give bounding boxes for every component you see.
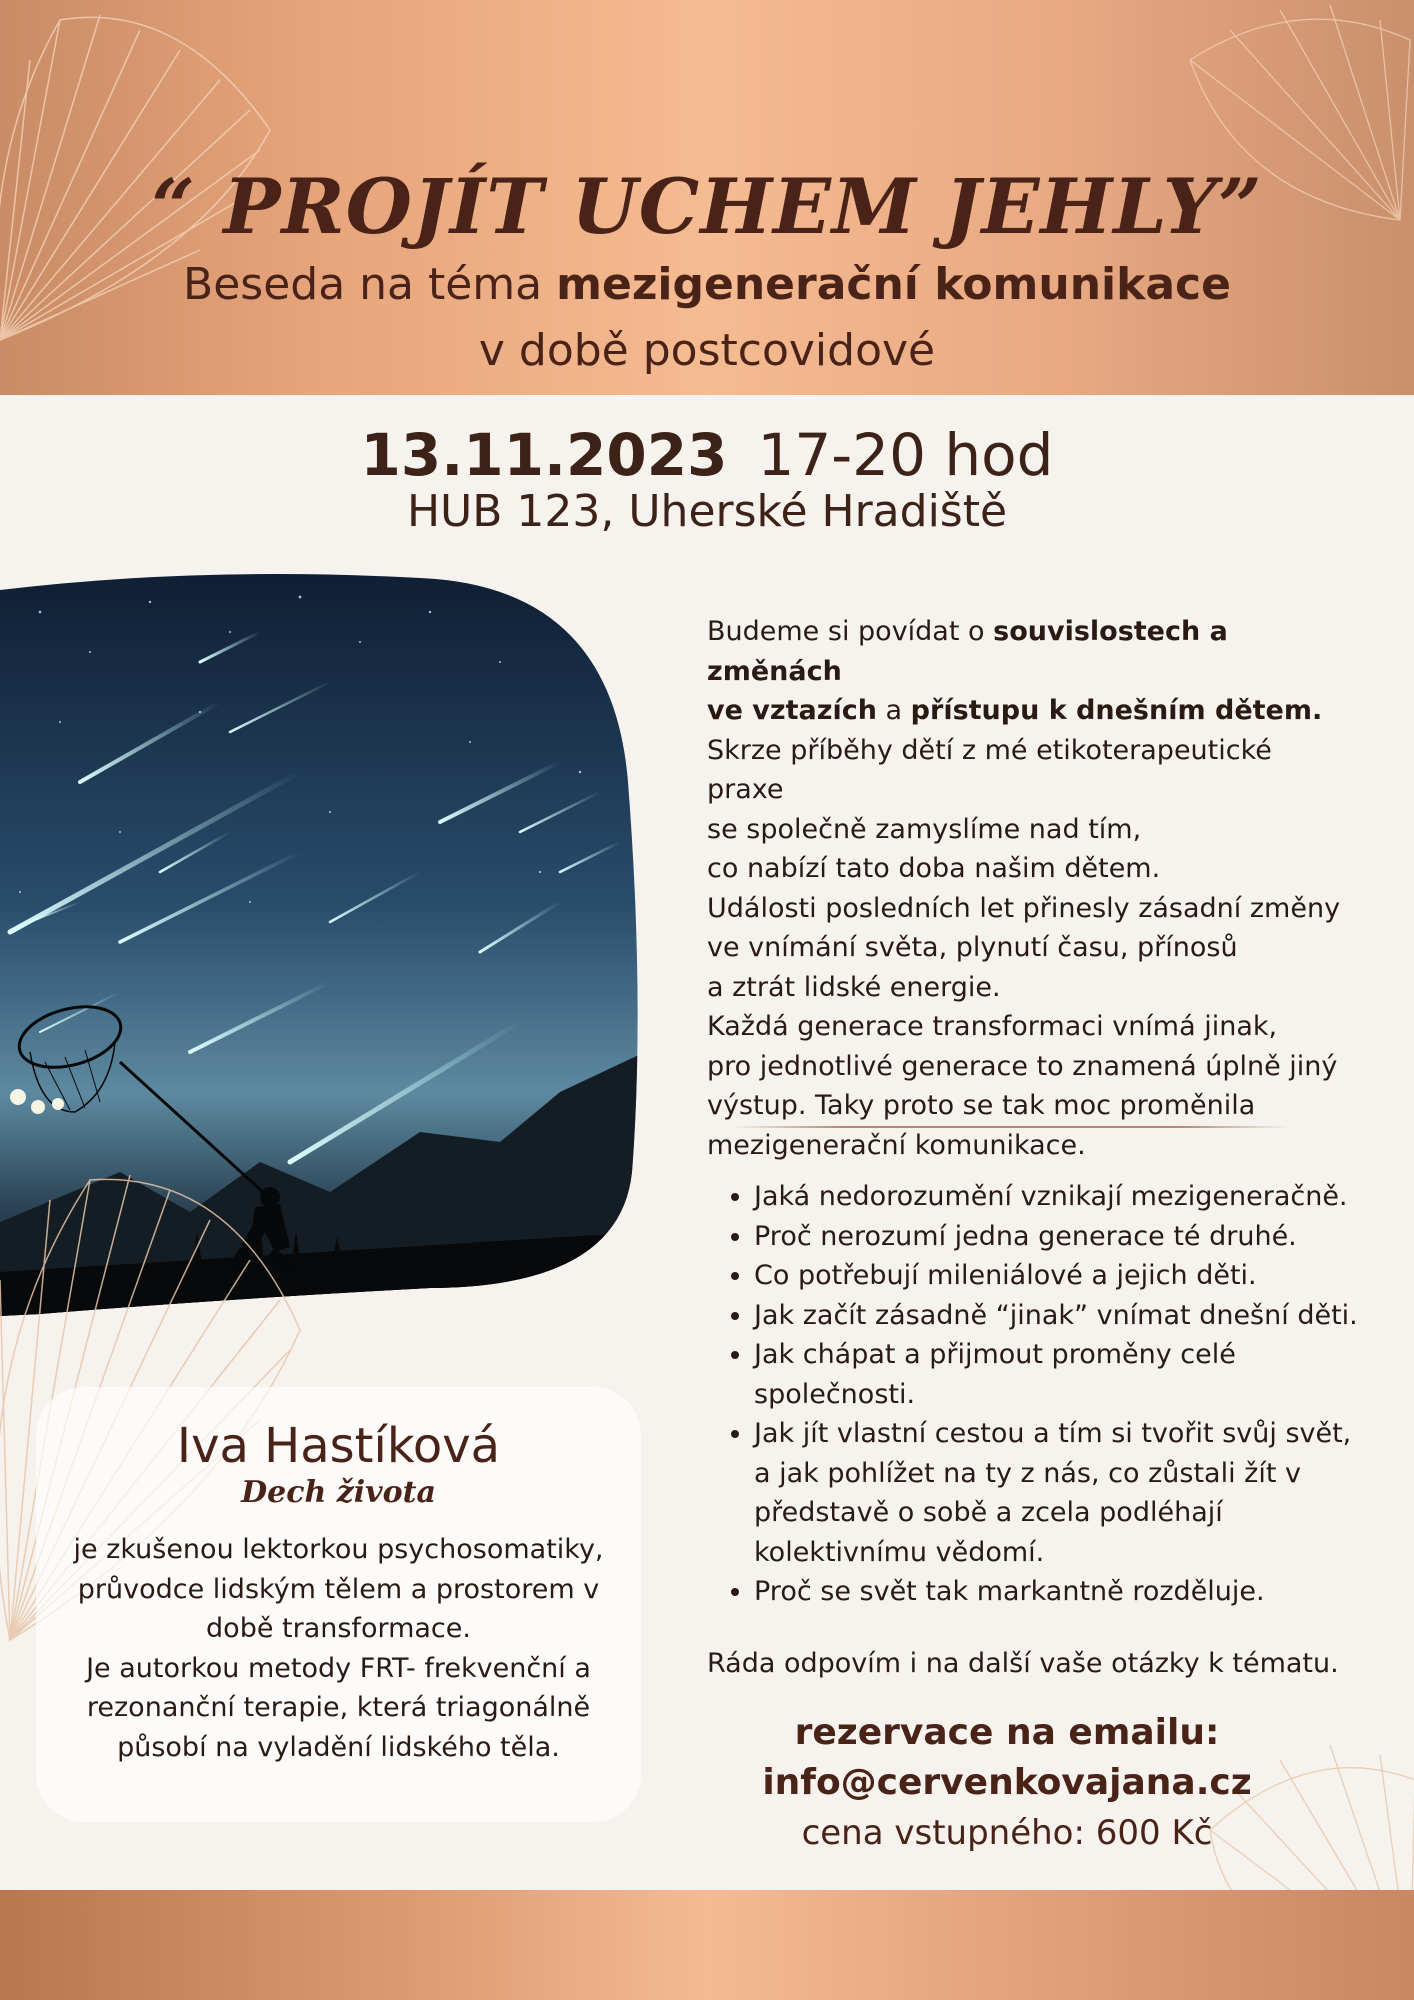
intro-line: výstup. Taky proto se tak moc proměnila [707, 1090, 1256, 1121]
list-item: • Proč nerozumí jedna generace té druhé. [754, 1217, 1394, 1257]
intro-line: Události posledních let přinesly zásadní změny [707, 892, 1341, 924]
intro-line: mezigenerační komunikace. [707, 1129, 1086, 1161]
list-item: • Jak jít vlastní cestou a tím si tvořit svůj svět, a jak pohlížet na ty z nás, co zůstali žít v představě o sobě a zcela podléhají kolektivnímu vědomí. [754, 1414, 1394, 1572]
section-divider [730, 1126, 1290, 1128]
intro-emphasis: přístupu k dnešním dětem. [910, 695, 1323, 726]
event-venue: HUB 123, Uherské Hradiště [406, 486, 1008, 537]
intro-line: co nabízí tato doba našim dětem. [707, 853, 1161, 884]
list-item: • Jaká nedorozumění vznikají mezigeneračně. [754, 1177, 1394, 1217]
intro-line: Skrze příběhy dětí z mé etikoterapeutické praxe [707, 734, 1272, 805]
subtitle-topic: mezigenerační komunikace [556, 259, 1231, 310]
intro-line: Každá generace transformaci vnímá jinak, [707, 1011, 1278, 1042]
speaker-name: Iva Hastíková [176, 1418, 501, 1474]
event-datetime [0, 420, 1414, 490]
intro-text [707, 612, 1357, 1165]
event-title: “ PROJÍT UCHEM JEHLY” [151, 162, 1263, 251]
meteor-night-photo [0, 572, 645, 1317]
closing-note: Ráda odpovím i na další vaše otázky k tématu. [707, 1648, 1339, 1679]
reservation-block [707, 1708, 1307, 1858]
intro-line [707, 612, 1357, 691]
speaker-bio [56, 1530, 621, 1767]
list-item: • Jak začít zásadně “jinak” vnímat dnešní děti. [754, 1296, 1394, 1336]
subtitle-line2: v době postcovidové [478, 325, 936, 376]
list-item: • Proč se svět tak markantně rozděluje. [754, 1572, 1394, 1612]
entry-price: cena vstupného: 600 Kč [801, 1813, 1213, 1853]
list-item: • Jak chápat a přijmout proměny celé společnosti. [754, 1335, 1394, 1414]
event-subtitle [0, 252, 1414, 384]
intro-text-span: Budeme si povídat o [707, 616, 994, 647]
questions-list [722, 1177, 1394, 1612]
intro-line: pro jednotlivé generace to znamená úplně jiný [707, 1050, 1338, 1082]
footer-band [0, 1890, 1414, 2000]
intro-text-span: a [876, 695, 911, 726]
bio-paragraph: Je autorkou metody FRT- frekvenční a rezonanční terapie, která triagonálně působí na vyladění lidského těla. [86, 1652, 591, 1763]
bio-paragraph: je zkušenou lektorkou psychosomatiky, průvodce lidským tělem a prostorem v době transformace. [73, 1534, 604, 1644]
intro-line: ve vnímání světa, plynutí času, přínosů [707, 932, 1238, 963]
speaker-tagline: Dech života [241, 1475, 436, 1510]
intro-emphasis: ve vztazích [707, 695, 877, 726]
list-item: • Co potřebují mileniálové a jejich děti. [754, 1256, 1394, 1296]
intro-emphasis: souvislostech a změnách [707, 616, 1228, 687]
reservation-label: rezervace na emailu: [794, 1712, 1220, 1753]
event-time: 17-20 hod [757, 421, 1054, 489]
reservation-email-link[interactable]: info@cervenkovajana.cz [762, 1762, 1252, 1803]
event-date: 13.11.2023 [360, 421, 728, 489]
subtitle-text: Beseda na téma [183, 259, 557, 310]
intro-line: a ztrát lidské energie. [707, 971, 1001, 1003]
intro-line [707, 691, 1357, 731]
intro-line: se společně zamyslíme nad tím, [707, 813, 1142, 845]
